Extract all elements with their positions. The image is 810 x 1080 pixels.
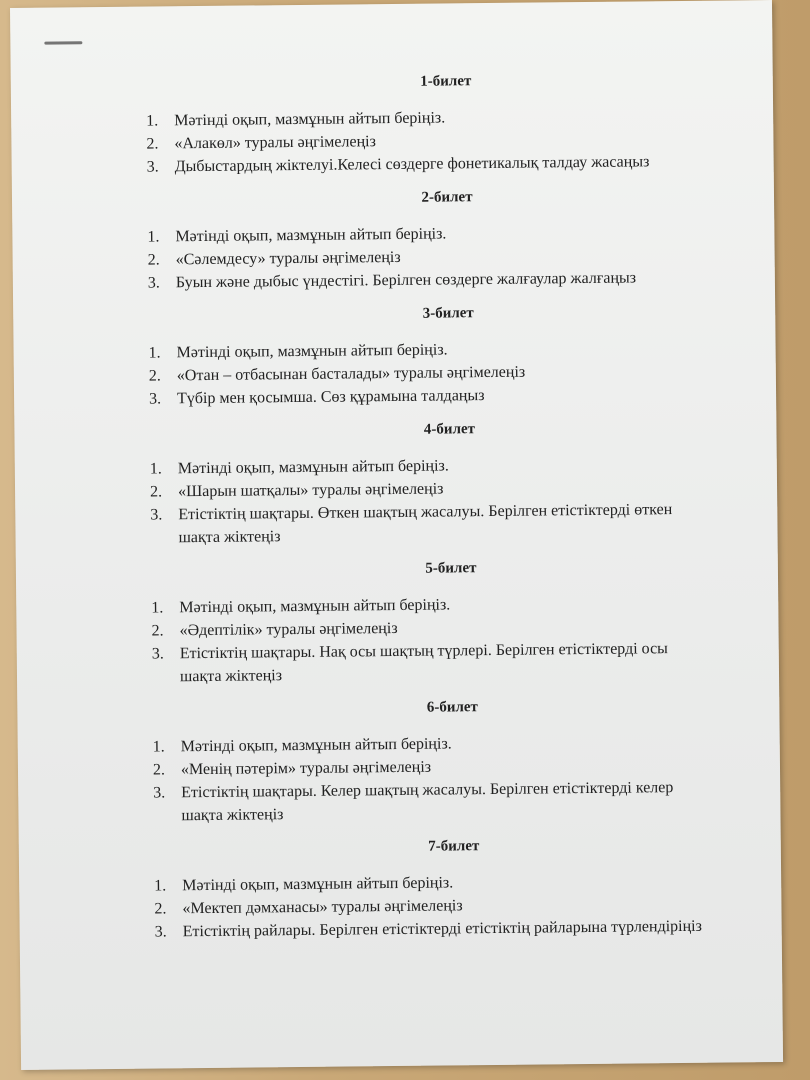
question-number: 3.	[147, 274, 160, 292]
ticket-questions	[154, 869, 715, 944]
question-text: «Мектеп дәмханасы» туралы әңгімелеңіз	[182, 897, 463, 918]
question-number: 1.	[151, 599, 164, 617]
question-number: 3.	[151, 645, 164, 663]
question-item	[147, 150, 707, 179]
question-number: 1.	[146, 112, 159, 130]
question-text: «Әдептілік» туралы әңгімелеңіз	[179, 619, 398, 640]
question-text: «Алакөл» туралы әңгімелеңіз	[174, 133, 376, 153]
question-number: 1.	[154, 877, 167, 895]
ticket-questions	[147, 220, 708, 295]
question-number: 3.	[153, 784, 166, 802]
question-text: «Сәлемдесу» туралы әңгімелеңіз	[175, 248, 401, 269]
ticket-6	[152, 697, 713, 828]
ticket-2	[147, 187, 708, 295]
question-number: 2.	[147, 251, 160, 269]
question-text: Мәтінді оқып, мазмұнын айтып беріңіз.	[176, 341, 448, 362]
question-number: 2.	[146, 135, 159, 153]
question-text: Етістіктің шақтары. Нақ осы шақтың түрлері. Берілген етістіктерді осы шақта жіктеңіз	[179, 640, 668, 686]
ticket-1	[146, 71, 707, 179]
ticket-questions	[150, 452, 711, 550]
question-text: «Менің пәтерім» туралы әңгімелеңіз	[180, 758, 432, 779]
question-text: Мәтінді оқып, мазмұнын айтып беріңіз.	[175, 225, 447, 246]
ticket-title: 5-билет	[425, 560, 477, 577]
ticket-title: 6-билет	[426, 699, 478, 716]
question-item	[152, 637, 712, 689]
ticket-title: 2-билет	[421, 189, 473, 206]
question-number: 1.	[152, 738, 165, 756]
question-item	[153, 776, 713, 828]
question-text: Буын және дыбыс үндестігі. Берілген сөздерге жалғаулар жалғаңыз	[175, 269, 637, 292]
question-text: Түбір мен қосымша. Сөз құрамына талдаңыз	[177, 387, 485, 408]
question-item	[149, 382, 709, 411]
question-text: «Шарын шатқалы» туралы әңгімелеңіз	[177, 480, 444, 501]
question-item	[155, 915, 715, 944]
ticket-title: 4-билет	[423, 421, 476, 438]
question-text: Етістіктің шақтары. Өткен шақтың жасалуы. Берілген етістіктерді өткен шақта жіктеңіз	[178, 501, 673, 547]
question-text: Мәтінді оқып, мазмұнын айтып беріңіз.	[182, 874, 454, 895]
ticket-4	[149, 419, 710, 550]
question-number: 3.	[149, 390, 162, 408]
question-text: Дыбыстардың жіктелуі.Келесі сөздерге фонетикалық талдау жасаңыз	[174, 153, 650, 176]
question-text: «Отан – отбасынан басталады» туралы әңгімелеңіз	[176, 363, 526, 385]
question-number: 2.	[149, 483, 163, 501]
ticket-3	[148, 303, 709, 411]
question-number: 2.	[148, 367, 161, 385]
paper-sheet	[10, 0, 783, 1070]
question-number: 1.	[148, 344, 161, 362]
ticket-questions	[149, 336, 710, 411]
question-number: 3.	[150, 506, 163, 524]
pen-mark	[44, 41, 82, 44]
question-number: 1.	[149, 460, 162, 478]
question-text: Етістіктің шақтары. Келер шақтың жасалуы. Берілген етістіктерді келер шақта жіктеңіз	[181, 779, 674, 825]
question-text: Мәтінді оқып, мазмұнын айтып беріңіз.	[179, 596, 451, 617]
question-text: Етістіктің райлары. Берілген етістіктерді етістіктің райларына түрлендіріңіз	[182, 917, 702, 941]
question-number: 2.	[152, 761, 166, 779]
question-number: 2.	[151, 622, 164, 640]
ticket-5	[151, 558, 712, 689]
ticket-title: 1-билет	[420, 73, 472, 90]
question-number: 3.	[146, 158, 159, 176]
question-number: 2.	[154, 900, 167, 918]
ticket-questions	[151, 591, 712, 689]
question-item	[150, 498, 710, 550]
question-text: Мәтінді оқып, мазмұнын айтып беріңіз.	[174, 109, 446, 130]
question-number: 3.	[154, 923, 167, 941]
ticket-7	[154, 836, 715, 944]
ticket-title: 7-билет	[428, 838, 480, 855]
ticket-questions	[153, 730, 714, 828]
ticket-questions	[146, 104, 707, 179]
tickets-list	[146, 71, 715, 958]
ticket-title: 3-билет	[422, 305, 474, 322]
question-text: Мәтінді оқып, мазмұнын айтып беріңіз.	[180, 735, 452, 756]
question-number: 1.	[147, 228, 160, 246]
question-text: Мәтінді оқып, мазмұнын айтып беріңіз.	[177, 457, 449, 478]
question-item	[148, 266, 708, 295]
